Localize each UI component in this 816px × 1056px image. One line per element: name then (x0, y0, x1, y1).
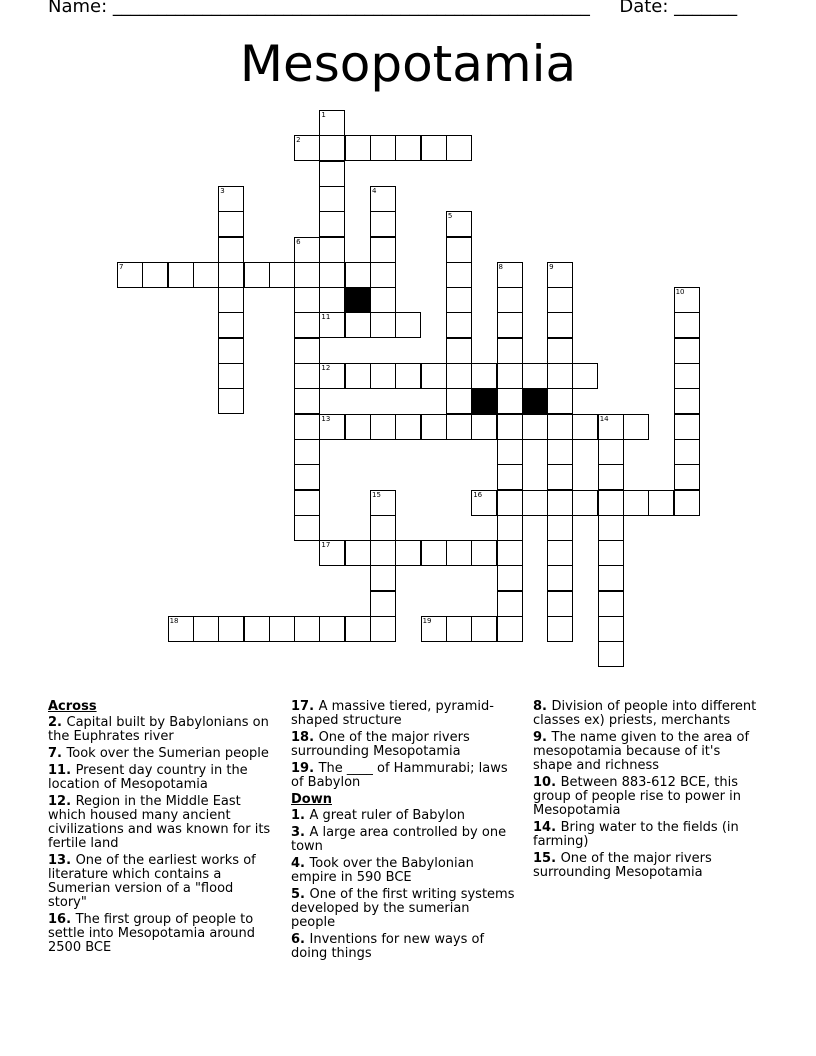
grid-cell[interactable] (623, 490, 649, 516)
grid-cell[interactable] (294, 363, 320, 389)
grid-cell[interactable] (547, 363, 573, 389)
down-clue (533, 700, 761, 728)
down-heading: Down (291, 792, 332, 807)
clue-text: The ____ of Hammurabi; laws of Babylon (291, 761, 508, 790)
grid-cell[interactable] (497, 515, 523, 541)
grid-cell[interactable] (674, 464, 700, 490)
grid-cell[interactable] (471, 540, 497, 566)
grid-cell[interactable] (218, 211, 244, 237)
grid-cell[interactable] (319, 186, 345, 212)
grid-cell[interactable] (370, 135, 396, 161)
across-heading: Across (48, 699, 97, 714)
clue-number: 18 (169, 617, 179, 625)
grid-cell[interactable] (674, 388, 700, 414)
clue-number: 15 (372, 490, 381, 499)
clue-number: 2 (296, 136, 301, 145)
grid-cell[interactable] (319, 237, 345, 263)
grid-cell[interactable] (395, 312, 421, 338)
down-clue (533, 852, 761, 880)
grid-cell[interactable] (497, 490, 523, 516)
grid-cell[interactable] (446, 363, 472, 389)
page-title: Mesopotamia (239, 35, 577, 93)
clue-number: 1. (291, 808, 310, 823)
grid-cell[interactable] (294, 439, 320, 465)
clue-text: Bring water to the fields (in farming) (533, 820, 739, 849)
grid-cell[interactable] (547, 616, 573, 642)
clue-number: 12. (48, 794, 76, 809)
black-cell (345, 287, 371, 313)
grid-cell[interactable] (547, 591, 573, 617)
grid-cell[interactable] (345, 616, 371, 642)
grid-cell[interactable] (218, 186, 244, 212)
clue-number: 9 (549, 262, 554, 271)
clue-column-1 (48, 700, 273, 958)
grid-cell[interactable] (446, 135, 472, 161)
grid-cell[interactable] (421, 616, 447, 642)
grid-cell[interactable] (598, 414, 624, 440)
clue-text: The first group of people to settle into Mesopotamia around 2500 BCE (48, 912, 256, 955)
grid-cell[interactable] (244, 616, 270, 642)
grid-cell[interactable] (598, 515, 624, 541)
grid-cell[interactable] (218, 363, 244, 389)
grid-cell[interactable] (319, 211, 345, 237)
down-clue (533, 776, 761, 818)
grid-cell[interactable] (218, 616, 244, 642)
grid-cell[interactable] (218, 287, 244, 313)
grid-cell[interactable] (370, 186, 396, 212)
grid-cell[interactable] (294, 312, 320, 338)
grid-cell[interactable] (497, 262, 523, 288)
grid-cell[interactable] (345, 262, 371, 288)
clue-number: 19. (291, 761, 319, 776)
clue-number: 16 (473, 490, 483, 499)
grid-cell[interactable] (345, 363, 371, 389)
clue-number: 6 (296, 237, 301, 246)
clue-number: 14. (533, 820, 561, 835)
grid-cell[interactable] (319, 312, 345, 338)
grid-cell[interactable] (319, 363, 345, 389)
clue-number: 1 (321, 111, 326, 119)
grid-cell[interactable] (395, 414, 421, 440)
grid-cell[interactable] (345, 540, 371, 566)
grid-cell[interactable] (497, 616, 523, 642)
clue-number: 17 (321, 541, 331, 550)
across-clue (48, 795, 273, 851)
grid-cell[interactable] (370, 540, 396, 566)
across-clue (48, 716, 273, 744)
grid-cell[interactable] (598, 591, 624, 617)
grid-cell[interactable] (294, 135, 320, 161)
clue-text: Present day country in the location of Mesopotamia (48, 763, 248, 792)
grid-cell[interactable] (370, 287, 396, 313)
grid-cell[interactable] (547, 490, 573, 516)
grid-cell[interactable] (547, 515, 573, 541)
grid-cell[interactable] (395, 135, 421, 161)
grid-cell[interactable] (319, 287, 345, 313)
down-clue (533, 731, 761, 773)
clue-text: A massive tiered, pyramid-shaped structure (291, 699, 494, 728)
grid-cell[interactable] (497, 363, 523, 389)
grid-cell[interactable] (218, 262, 244, 288)
grid-cell[interactable] (370, 591, 396, 617)
grid-cell[interactable] (142, 262, 168, 288)
clue-number: 5. (291, 887, 310, 902)
grid-cell[interactable] (522, 363, 548, 389)
across-clue (48, 854, 273, 910)
grid-cell[interactable] (598, 565, 624, 591)
grid-cell[interactable] (674, 490, 700, 516)
down-clue (533, 821, 761, 849)
grid-cell[interactable] (117, 262, 143, 288)
black-cell (471, 388, 497, 414)
clue-text: Between 883-612 BCE, this group of people rise to power in Mesopotamia (533, 775, 741, 818)
grid-cell[interactable] (446, 287, 472, 313)
grid-cell[interactable] (421, 414, 447, 440)
grid-cell[interactable] (345, 414, 371, 440)
clue-text: A great ruler of Babylon (309, 808, 466, 823)
grid-cell[interactable] (294, 262, 320, 288)
grid-cell[interactable] (294, 515, 320, 541)
clue-text: Took over the Sumerian people (66, 746, 269, 761)
grid-cell[interactable] (218, 388, 244, 414)
grid-cell[interactable] (547, 338, 573, 364)
across-clue (291, 731, 516, 759)
clue-number: 7 (119, 262, 124, 271)
grid-cell[interactable] (345, 135, 371, 161)
grid-cell[interactable] (547, 464, 573, 490)
grid-cell[interactable] (244, 262, 270, 288)
grid-cell[interactable] (497, 540, 523, 566)
clue-number: 11. (48, 763, 76, 778)
grid-cell[interactable] (623, 414, 649, 440)
clue-number: 15. (533, 851, 561, 866)
across-clue (291, 700, 516, 728)
grid-cell[interactable] (497, 312, 523, 338)
grid-cell[interactable] (674, 312, 700, 338)
grid-cell[interactable] (446, 262, 472, 288)
clue-text: One of the major rivers surrounding Mesopotamia (291, 730, 470, 759)
clue-number: 18. (291, 730, 319, 745)
grid-cell[interactable] (497, 464, 523, 490)
grid-cell[interactable] (598, 490, 624, 516)
clue-number: 8. (533, 699, 552, 714)
grid-cell[interactable] (421, 540, 447, 566)
grid-cell[interactable] (446, 388, 472, 414)
clue-number: 2. (48, 715, 67, 730)
clue-column-2 (291, 700, 516, 964)
grid-cell[interactable] (497, 287, 523, 313)
grid-cell[interactable] (370, 363, 396, 389)
across-clue (48, 764, 273, 792)
grid-cell[interactable] (497, 388, 523, 414)
grid-cell[interactable] (294, 464, 320, 490)
grid-cell[interactable] (370, 312, 396, 338)
grid-cell[interactable] (497, 439, 523, 465)
grid-cell[interactable] (193, 262, 219, 288)
clue-number: 3 (220, 186, 225, 195)
grid-cell[interactable] (193, 616, 219, 642)
grid-cell[interactable] (446, 211, 472, 237)
down-clue (291, 826, 516, 854)
clue-text: Capital built by Babylonians on the Euphrates river (48, 715, 269, 744)
grid-cell[interactable] (294, 388, 320, 414)
grid-cell[interactable] (294, 237, 320, 263)
clue-text: Took over the Babylonian empire in 590 BCE (291, 856, 474, 885)
grid-cell[interactable] (319, 110, 345, 136)
grid-cell[interactable] (471, 490, 497, 516)
grid-cell[interactable] (370, 515, 396, 541)
clue-text: Division of people into different classes ex) priests, merchants (533, 699, 757, 728)
grid-cell[interactable] (572, 414, 598, 440)
clue-number: 19 (422, 617, 432, 625)
grid-cell[interactable] (395, 363, 421, 389)
grid-cell[interactable] (547, 540, 573, 566)
grid-cell[interactable] (522, 490, 548, 516)
grid-cell[interactable] (269, 616, 295, 642)
grid-cell[interactable] (168, 616, 194, 642)
clue-number: 16. (48, 912, 76, 927)
clue-column-3 (533, 700, 761, 883)
grid-cell[interactable] (319, 414, 345, 440)
grid-cell[interactable] (218, 237, 244, 263)
grid-cell[interactable] (547, 312, 573, 338)
grid-cell[interactable] (269, 262, 295, 288)
grid-cell[interactable] (370, 490, 396, 516)
grid-cell[interactable] (319, 262, 345, 288)
grid-cell[interactable] (168, 262, 194, 288)
clue-number: 12 (321, 364, 331, 372)
clue-number: 5 (447, 212, 453, 221)
grid-cell[interactable] (370, 237, 396, 263)
grid-cell[interactable] (674, 363, 700, 389)
grid-cell[interactable] (446, 338, 472, 364)
grid-cell[interactable] (294, 490, 320, 516)
clue-text: A large area controlled by one town (291, 825, 507, 854)
grid-cell[interactable] (446, 237, 472, 263)
grid-cell[interactable] (370, 211, 396, 237)
clue-number: 8 (498, 262, 503, 271)
across-clue (291, 762, 516, 790)
clue-number: 14 (599, 414, 609, 423)
grid-cell[interactable] (370, 262, 396, 288)
black-cell (522, 388, 548, 414)
grid-cell[interactable] (294, 287, 320, 313)
grid-cell[interactable] (674, 287, 700, 313)
clue-number: 11 (321, 313, 331, 322)
grid-cell[interactable] (294, 414, 320, 440)
down-clue (291, 857, 516, 885)
grid-cell[interactable] (345, 312, 371, 338)
grid-cell[interactable] (319, 616, 345, 642)
grid-cell[interactable] (497, 591, 523, 617)
grid-cell[interactable] (446, 616, 472, 642)
grid-cell[interactable] (319, 540, 345, 566)
grid-cell[interactable] (421, 135, 447, 161)
grid-cell[interactable] (370, 414, 396, 440)
date-field-label: Date: _______ (619, 0, 738, 17)
grid-cell[interactable] (370, 616, 396, 642)
grid-cell[interactable] (547, 287, 573, 313)
grid-cell[interactable] (598, 641, 624, 667)
grid-cell[interactable] (572, 363, 598, 389)
grid-cell[interactable] (497, 565, 523, 591)
name-field-label: Name: _____________________________________________________ (48, 0, 590, 17)
clue-text: One of the first writing systems developed by the sumerian people (291, 887, 515, 930)
grid-cell[interactable] (674, 338, 700, 364)
grid-cell[interactable] (218, 312, 244, 338)
clue-number: 4 (372, 186, 377, 195)
clue-number: 6. (291, 932, 310, 947)
grid-cell[interactable] (370, 565, 396, 591)
grid-cell[interactable] (446, 414, 472, 440)
grid-cell[interactable] (598, 540, 624, 566)
clue-text: Inventions for new ways of doing things (291, 932, 485, 961)
grid-cell[interactable] (497, 414, 523, 440)
grid-cell[interactable] (319, 161, 345, 187)
clue-number: 17. (291, 699, 319, 714)
clue-number: 10 (675, 288, 685, 297)
grid-cell[interactable] (395, 540, 421, 566)
grid-cell[interactable] (522, 414, 548, 440)
clue-number: 13 (321, 414, 331, 423)
clue-text: Region in the Middle East which housed many ancient civilizations and was known for its fertile land (48, 794, 271, 851)
grid-cell[interactable] (471, 414, 497, 440)
clue-number: 9. (533, 730, 552, 745)
grid-cell[interactable] (547, 414, 573, 440)
grid-cell[interactable] (446, 540, 472, 566)
clue-number: 13. (48, 853, 76, 868)
grid-cell[interactable] (648, 490, 674, 516)
grid-cell[interactable] (547, 565, 573, 591)
clue-number: 10. (533, 775, 561, 790)
clue-text: One of the earliest works of literature which contains a Sumerian version of a "flood story" (48, 853, 256, 910)
grid-cell[interactable] (598, 464, 624, 490)
grid-cell[interactable] (547, 262, 573, 288)
grid-cell[interactable] (547, 388, 573, 414)
grid-cell[interactable] (421, 363, 447, 389)
grid-cell[interactable] (218, 338, 244, 364)
across-clue (48, 913, 273, 955)
clue-text: One of the major rivers surrounding Mesopotamia (533, 851, 712, 880)
grid-cell[interactable] (598, 616, 624, 642)
down-clue (291, 933, 516, 961)
grid-cell[interactable] (471, 616, 497, 642)
grid-cell[interactable] (497, 338, 523, 364)
clue-text: The name given to the area of mesopotamia because of it's shape and richness (533, 730, 750, 773)
grid-cell[interactable] (319, 135, 345, 161)
across-clue (48, 747, 273, 761)
grid-cell[interactable] (674, 439, 700, 465)
down-clue (291, 888, 516, 930)
grid-cell[interactable] (674, 414, 700, 440)
grid-cell[interactable] (547, 439, 573, 465)
grid-cell[interactable] (294, 616, 320, 642)
grid-cell[interactable] (446, 312, 472, 338)
down-clue (291, 809, 516, 823)
clue-number: 7. (48, 746, 67, 761)
clue-number: 4. (291, 856, 310, 871)
grid-cell[interactable] (598, 439, 624, 465)
grid-cell[interactable] (572, 490, 598, 516)
grid-cell[interactable] (294, 338, 320, 364)
clue-number: 3. (291, 825, 310, 840)
grid-cell[interactable] (471, 363, 497, 389)
